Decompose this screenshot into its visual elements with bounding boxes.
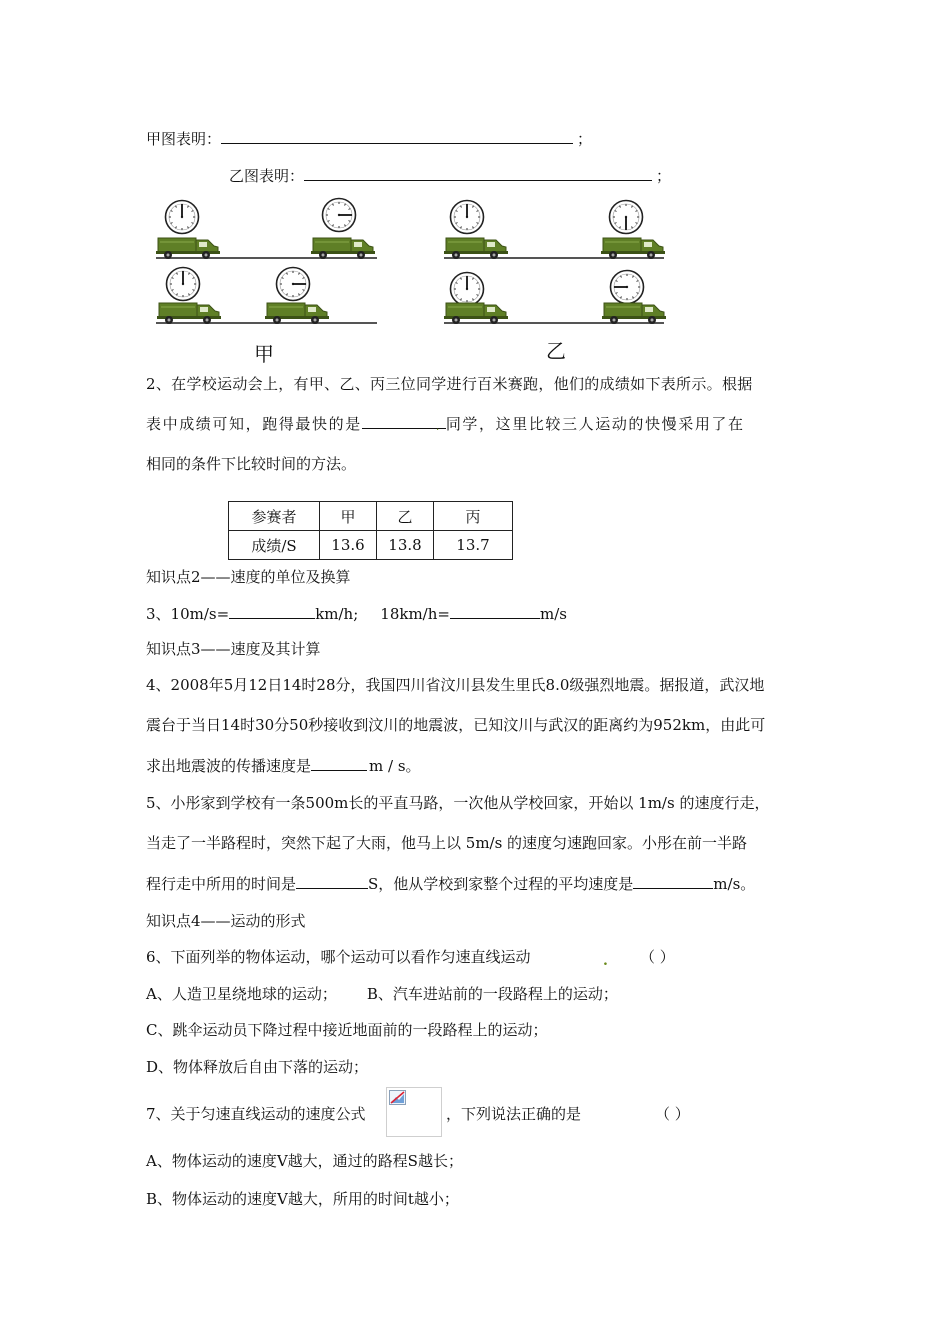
q4-line3-a: 求出地震波的传播速度是 bbox=[146, 757, 312, 775]
q5-line3-c: m/s。 bbox=[713, 875, 756, 893]
q7-option-a: A、物体运动的速度V越大，通过的路程S越长； bbox=[146, 1152, 463, 1170]
knowledge-point-2: 知识点2——速度的单位及换算 bbox=[146, 568, 351, 586]
jia-row1 bbox=[156, 199, 377, 260]
truck-icon bbox=[311, 238, 375, 259]
q3-kmh-blank[interactable] bbox=[229, 604, 315, 619]
q5-line1: 5、小彤家到学校有一条500m长的平直马路，一次他从学校回家，开始以 1m/s 的速度行走， bbox=[146, 794, 770, 812]
knowledge-point-4: 知识点4——运动的形式 bbox=[146, 912, 306, 930]
q4-speed-blank[interactable] bbox=[311, 756, 367, 771]
truck-icon bbox=[265, 303, 329, 324]
yi-row2 bbox=[444, 271, 666, 325]
truck-icon bbox=[444, 238, 508, 259]
q2-line3: 相同的条件下比较时间的方法。 bbox=[146, 455, 357, 473]
q1-yi-label: 乙图表明： bbox=[229, 167, 305, 185]
table-row bbox=[229, 502, 513, 531]
q3-a: 3、10m/s= bbox=[146, 605, 230, 623]
q6-stem: 6、下面列举的物体运动，哪个运动可以看作匀速直线运动 bbox=[146, 948, 531, 966]
q7-stem-b: ，下列说法正确的是 bbox=[446, 1105, 582, 1123]
table-row bbox=[229, 531, 513, 560]
q3-d: m/s bbox=[539, 605, 567, 623]
truck-clock-figure bbox=[0, 0, 950, 370]
q4-line3-b: m / s。 bbox=[369, 757, 421, 775]
q3-line bbox=[146, 604, 567, 623]
broken-image-icon bbox=[389, 1090, 407, 1106]
q6-option-a bbox=[146, 985, 618, 1003]
q5-line3-b: S，他从学校到家整个过程的平均速度是 bbox=[368, 875, 634, 893]
q3-c: 18km/h= bbox=[380, 605, 450, 623]
q5-line3-a: 程行走中所用的时间是 bbox=[146, 875, 297, 893]
truck-icon bbox=[602, 303, 666, 324]
q6-option-b-text: B、汽车进站前的一段路程上的运动； bbox=[366, 985, 618, 1003]
q6-option-a-text: A、人造卫星绕地球的运动； bbox=[146, 985, 337, 1003]
q2-line2-b: 同学，这里比较三人运动的快慢采用了在 bbox=[445, 415, 745, 433]
q5-line2: 当走了一半路程时，突然下起了大雨，他马上以 5m/s 的速度匀速跑回家。小彤在前一半路 bbox=[146, 834, 748, 852]
table-cell: 成绩/S bbox=[229, 531, 320, 560]
formula-image bbox=[386, 1087, 442, 1137]
jia-row2 bbox=[156, 268, 377, 325]
q2-line1: 2、在学校运动会上，有甲、乙、丙三位同学进行百米赛跑，他们的成绩如下表所示。根据 bbox=[146, 375, 753, 393]
green-dot-mark: . bbox=[603, 953, 608, 969]
q6-paren: （ ） bbox=[640, 948, 675, 966]
table-cell: 13.7 bbox=[434, 531, 513, 560]
q5-line3 bbox=[146, 874, 755, 893]
q4-line1: 4、2008年5月12日14时28分，我国四川省汶川县发生里氏8.0级强烈地震。据报道，武汉地 bbox=[146, 676, 765, 694]
q5-time-blank[interactable] bbox=[296, 874, 368, 889]
q2-line2 bbox=[146, 414, 745, 433]
table-cell: 13.8 bbox=[377, 531, 434, 560]
q7-option-b: B、物体运动的速度V越大，所用的时间t越小； bbox=[146, 1190, 459, 1208]
q4-line2: 震台于当日14时30分50秒接收到汶川的地震波，已知汶川与武汉的距离约为952km，由此可 bbox=[146, 716, 766, 734]
truck-icon bbox=[444, 303, 508, 324]
knowledge-point-3: 知识点3——速度及其计算 bbox=[146, 640, 321, 658]
q6-option-d: D、物体释放后自由下落的运动； bbox=[146, 1058, 369, 1076]
truck-icon bbox=[157, 303, 221, 324]
q2-line2-a: 表中成绩可知，跑得最快的是 bbox=[146, 415, 362, 433]
table-header-cell: 参赛者 bbox=[229, 502, 320, 531]
q2-fastest-blank[interactable] bbox=[362, 414, 446, 429]
table-header-cell: 丙 bbox=[434, 502, 513, 531]
table-header-cell: 甲 bbox=[320, 502, 377, 531]
figure-caption-yi: 乙 bbox=[546, 339, 566, 363]
q1-jia-end: ； bbox=[577, 130, 593, 148]
q1-yi-end: ； bbox=[656, 167, 672, 185]
q6-option-c: C、跳伞运动员下降过程中接近地面前的一段路程上的运动； bbox=[146, 1021, 548, 1039]
table-header-cell: 乙 bbox=[377, 502, 434, 531]
q5-avg-speed-blank[interactable] bbox=[633, 874, 713, 889]
truck-icon bbox=[156, 238, 220, 259]
q3-ms-blank[interactable] bbox=[450, 604, 540, 619]
q3-b: km/h; bbox=[315, 605, 359, 623]
q2-score-table bbox=[228, 501, 513, 560]
table-cell: 13.6 bbox=[320, 531, 377, 560]
yi-row1 bbox=[444, 201, 665, 260]
q4-line3 bbox=[146, 756, 421, 775]
q7-stem-a: 7、关于匀速直线运动的速度公式 bbox=[146, 1105, 366, 1123]
q1-jia-label: 甲图表明： bbox=[146, 130, 222, 148]
q7-paren: （ ） bbox=[655, 1105, 690, 1123]
truck-icon bbox=[601, 238, 665, 259]
figure-caption-jia: 甲 bbox=[254, 342, 274, 366]
green-dot-mark: . bbox=[436, 422, 440, 433]
